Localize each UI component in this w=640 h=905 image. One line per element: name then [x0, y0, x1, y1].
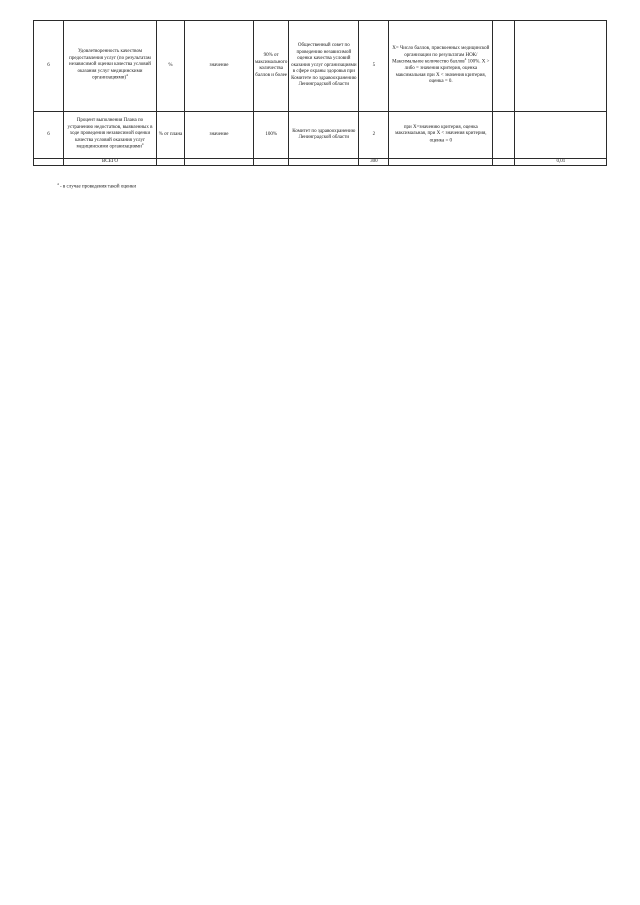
total-score: 300	[359, 159, 389, 166]
method-text-tail: 100%. X > либо = значения критерия, оценка максимальная при X < значения критерия, оценка = 0.	[395, 59, 490, 85]
direction-cell: значение	[185, 112, 254, 159]
direction-cell: значение	[185, 21, 254, 112]
total-empty-cell	[289, 159, 359, 166]
indicator-cell	[64, 21, 157, 112]
target-cell: 100%	[254, 112, 289, 159]
total-empty-cell	[157, 159, 185, 166]
indicator-text: Процент выполнения Плана по устранению недостатков, выявленных в ходе проведения независимой оценки качества условий оказания услуг медицинскими организациями	[67, 118, 153, 151]
total-extra: 0,01	[515, 159, 607, 166]
total-empty-cell	[389, 159, 493, 166]
method-text: X= Число баллов, присвоенных медицинской организации по результатам НОК/Максимальное количество баллов	[392, 46, 490, 65]
footnote-text: - в случае проведения такой оценки	[58, 184, 137, 190]
method-cell	[389, 112, 493, 159]
footnote-mark: 4	[57, 182, 59, 186]
score-cell: 5	[359, 21, 389, 112]
footnote	[57, 184, 136, 190]
table-row	[34, 112, 607, 159]
unit-cell: % от плана	[157, 112, 185, 159]
row-number: 6	[34, 112, 64, 159]
total-empty-cell	[34, 159, 64, 166]
footnote-mark: 4	[126, 73, 128, 78]
method-cell	[389, 21, 493, 112]
row-number: 6	[34, 21, 64, 112]
total-empty-cell	[254, 159, 289, 166]
method-text: при X=значению критерия, оценка максимальная, при X < значения критерия, оценка = 0	[395, 124, 487, 144]
score-cell: 2	[359, 112, 389, 159]
target-cell: 90% от максимального количества баллов и более	[254, 21, 289, 112]
criteria-table	[33, 20, 607, 166]
total-empty-cell	[185, 159, 254, 166]
responsible-cell: Комитет по здравоохранению Ленинградской области	[289, 112, 359, 159]
footnote-mark: 4	[141, 142, 144, 147]
extra-cell-1	[493, 21, 515, 112]
unit-cell: %	[157, 21, 185, 112]
table-row	[34, 21, 607, 112]
total-label: ВСЕГО	[64, 159, 157, 166]
footnote-mark: 4	[464, 57, 467, 62]
total-row	[34, 159, 607, 166]
indicator-cell	[64, 112, 157, 159]
indicator-text: Удовлетворенность качеством предоставления услуг (по результатам независимой оценки качества условий оказания услуг медицинскими организациями)	[69, 49, 151, 82]
extra-cell-2	[515, 21, 607, 112]
total-empty-cell	[493, 159, 515, 166]
extra-cell-1	[493, 112, 515, 159]
responsible-cell: Общественный совет по проведению независимой оценки качества условий оказания услуг организациями в сфере охраны здоровья при Комитете по здравоохранению Ленинградской области	[289, 21, 359, 112]
extra-cell-2	[515, 112, 607, 159]
